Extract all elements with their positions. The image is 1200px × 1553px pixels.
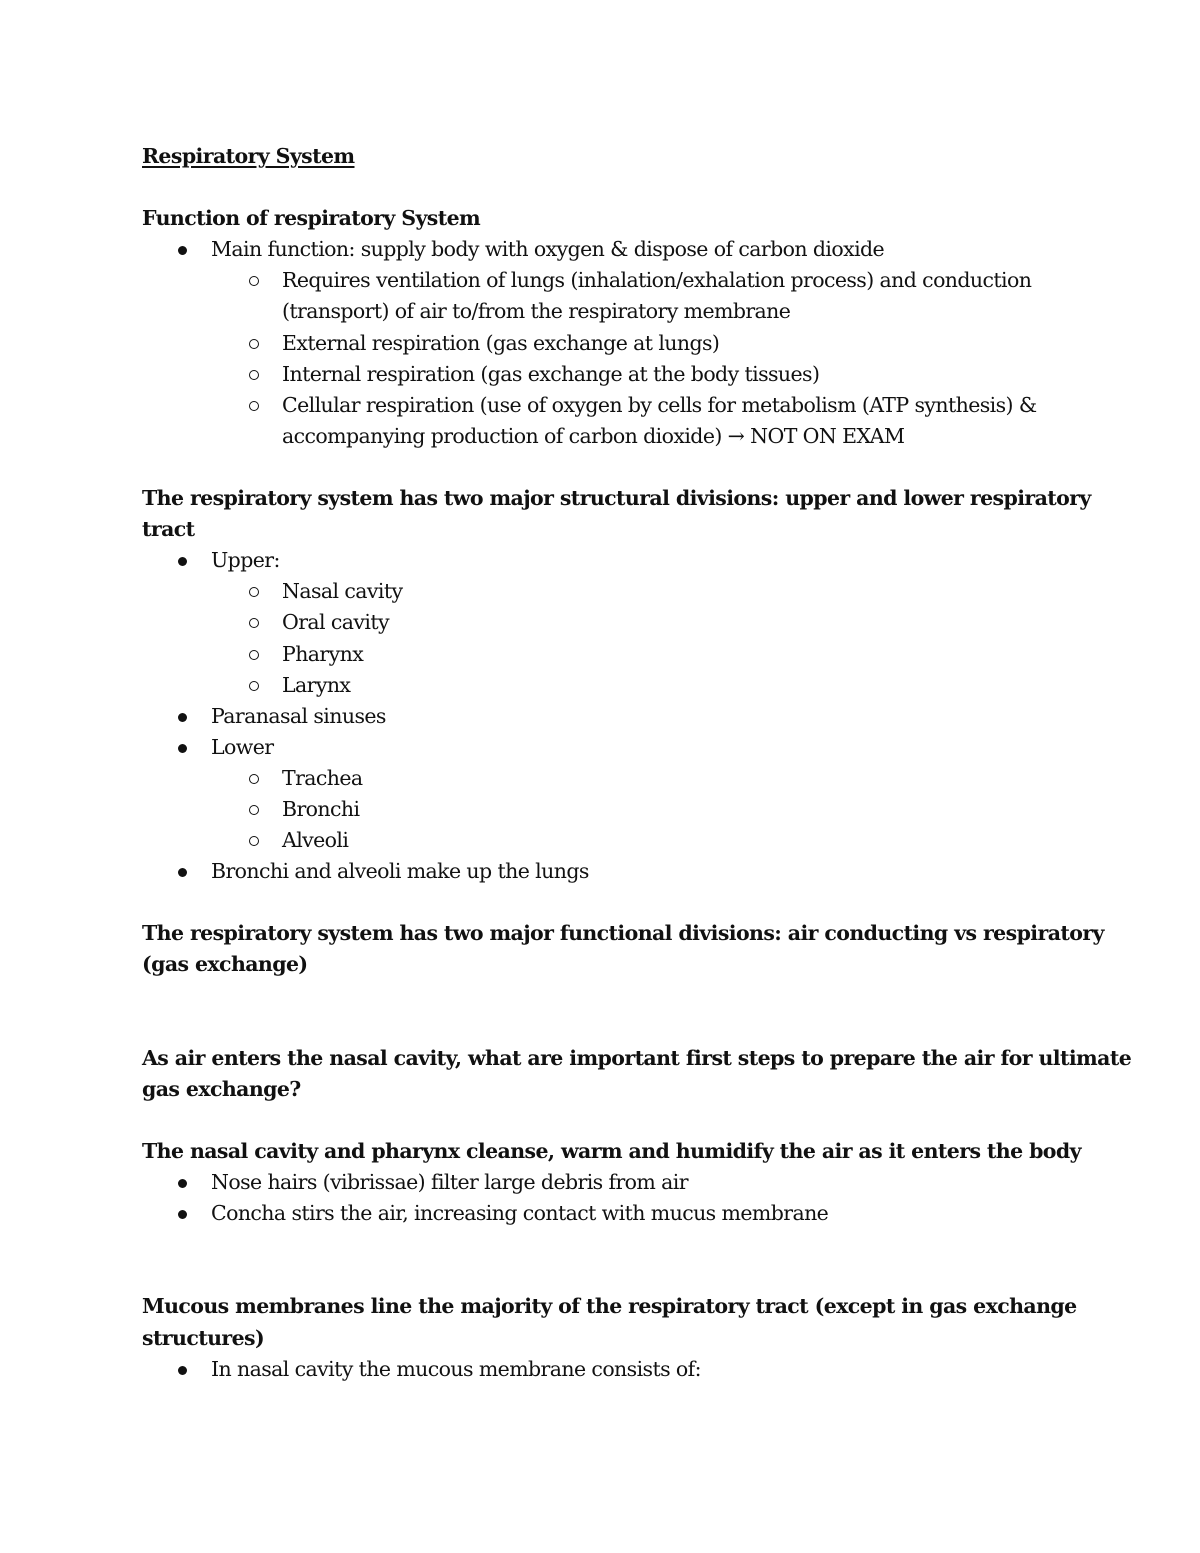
- circle-bullet-icon: [249, 618, 259, 628]
- sub-bullet-item: [142, 359, 1062, 390]
- sub-bullet-continuation: accompanying production of carbon dioxide) → NOT ON EXAM: [282, 423, 905, 448]
- bullet-text: Requires ventilation of lungs (inhalation/exhalation process) and conduction: [282, 268, 1032, 293]
- section-heading-function: Function of respiratory System: [142, 206, 481, 231]
- document-page: [142, 141, 1132, 1385]
- document-title: Respiratory System: [142, 144, 355, 168]
- section-heading-nasal: The nasal cavity and pharynx cleanse, warm and humidify the air as it enters the body: [142, 1139, 1081, 1163]
- bullet-item: [142, 1198, 1062, 1229]
- bullet-icon: [178, 1366, 187, 1375]
- bullet-text: Bronchi and alveoli make up the lungs: [211, 859, 589, 884]
- circle-bullet-icon: [249, 276, 259, 286]
- section-heading-structural: The respiratory system has two major structural divisions: upper and lower respiratory: [142, 486, 1091, 511]
- spacer: [142, 452, 1062, 483]
- section-heading-mucous: Mucous membranes line the majority of the respiratory tract (except in gas exchange: [142, 1294, 1077, 1319]
- section-heading-functional-cont: (gas exchange): [142, 952, 308, 977]
- bullet-icon: [178, 1179, 187, 1188]
- section-heading-question-cont: gas exchange?: [142, 1076, 301, 1101]
- bullet-item: [142, 701, 1062, 732]
- bullet-icon: [178, 744, 187, 753]
- sub-bullet-item: [142, 328, 1062, 359]
- section-heading-structural-cont: tract: [142, 517, 195, 542]
- bullet-item: [142, 1354, 1062, 1385]
- circle-bullet-icon: [249, 805, 259, 815]
- sub-bullet-item: [142, 639, 1062, 670]
- bullet-text: Nasal cavity: [282, 579, 403, 604]
- bullet-item: [142, 1167, 1062, 1198]
- sub-bullet-item: [142, 390, 1062, 421]
- bullet-text: Oral cavity: [282, 610, 389, 635]
- spacer: [142, 172, 1062, 203]
- bullet-item: [142, 234, 1062, 265]
- bullet-text: Pharynx: [282, 641, 364, 666]
- bullet-text: Trachea: [282, 765, 363, 790]
- bullet-text: Upper:: [211, 548, 280, 573]
- circle-bullet-icon: [249, 774, 259, 784]
- sub-bullet-item: [142, 794, 1062, 825]
- bullet-text: External respiration (gas exchange at lungs): [282, 330, 720, 355]
- bullet-item: [142, 856, 1062, 887]
- bullet-text: Alveoli: [282, 828, 349, 853]
- bullet-text: Cellular respiration (use of oxygen by cells for metabolism (ATP synthesis) &: [282, 392, 1037, 417]
- circle-bullet-icon: [249, 681, 259, 691]
- bullet-icon: [178, 246, 187, 255]
- section-heading-functional: The respiratory system has two major functional divisions: air conducting vs respiratory: [142, 921, 1104, 946]
- bullet-icon: [178, 713, 187, 722]
- sub-bullet-item: [142, 607, 1062, 638]
- spacer: [142, 887, 1062, 918]
- spacer: [142, 981, 1062, 1043]
- bullet-text: Concha stirs the air, increasing contact with mucus membrane: [211, 1201, 829, 1226]
- circle-bullet-icon: [249, 401, 259, 411]
- circle-bullet-icon: [249, 836, 259, 846]
- bullet-icon: [178, 1210, 187, 1219]
- section-heading-mucous-cont: structures): [142, 1325, 265, 1350]
- bullet-text: In nasal cavity the mucous membrane consists of:: [211, 1356, 701, 1381]
- bullet-text: Main function: supply body with oxygen & dispose of carbon dioxide: [211, 237, 885, 262]
- bullet-text: Lower: [211, 734, 274, 759]
- bullet-text: Paranasal sinuses: [211, 703, 386, 728]
- circle-bullet-icon: [249, 339, 259, 349]
- sub-bullet-item: [142, 670, 1062, 701]
- circle-bullet-icon: [249, 587, 259, 597]
- sub-bullet-continuation: (transport) of air to/from the respiratory membrane: [282, 299, 791, 324]
- sub-bullet-item: [142, 576, 1062, 607]
- circle-bullet-icon: [249, 650, 259, 660]
- spacer: [142, 1105, 1062, 1136]
- bullet-item: [142, 545, 1062, 576]
- bullet-text: Nose hairs (vibrissae) filter large debris from air: [211, 1170, 688, 1195]
- sub-bullet-item: [142, 763, 1062, 794]
- bullet-text: Bronchi: [282, 796, 360, 821]
- bullet-icon: [178, 868, 187, 877]
- bullet-icon: [178, 557, 187, 566]
- circle-bullet-icon: [249, 370, 259, 380]
- section-heading-question: As air enters the nasal cavity, what are important first steps to prepare the air for ultimate: [142, 1045, 1132, 1070]
- bullet-text: Larynx: [282, 672, 351, 697]
- sub-bullet-item: [142, 825, 1062, 856]
- sub-bullet-item: [142, 265, 1062, 296]
- bullet-text: Internal respiration (gas exchange at the body tissues): [282, 361, 820, 386]
- bullet-item: [142, 732, 1062, 763]
- spacer: [142, 1229, 1062, 1291]
